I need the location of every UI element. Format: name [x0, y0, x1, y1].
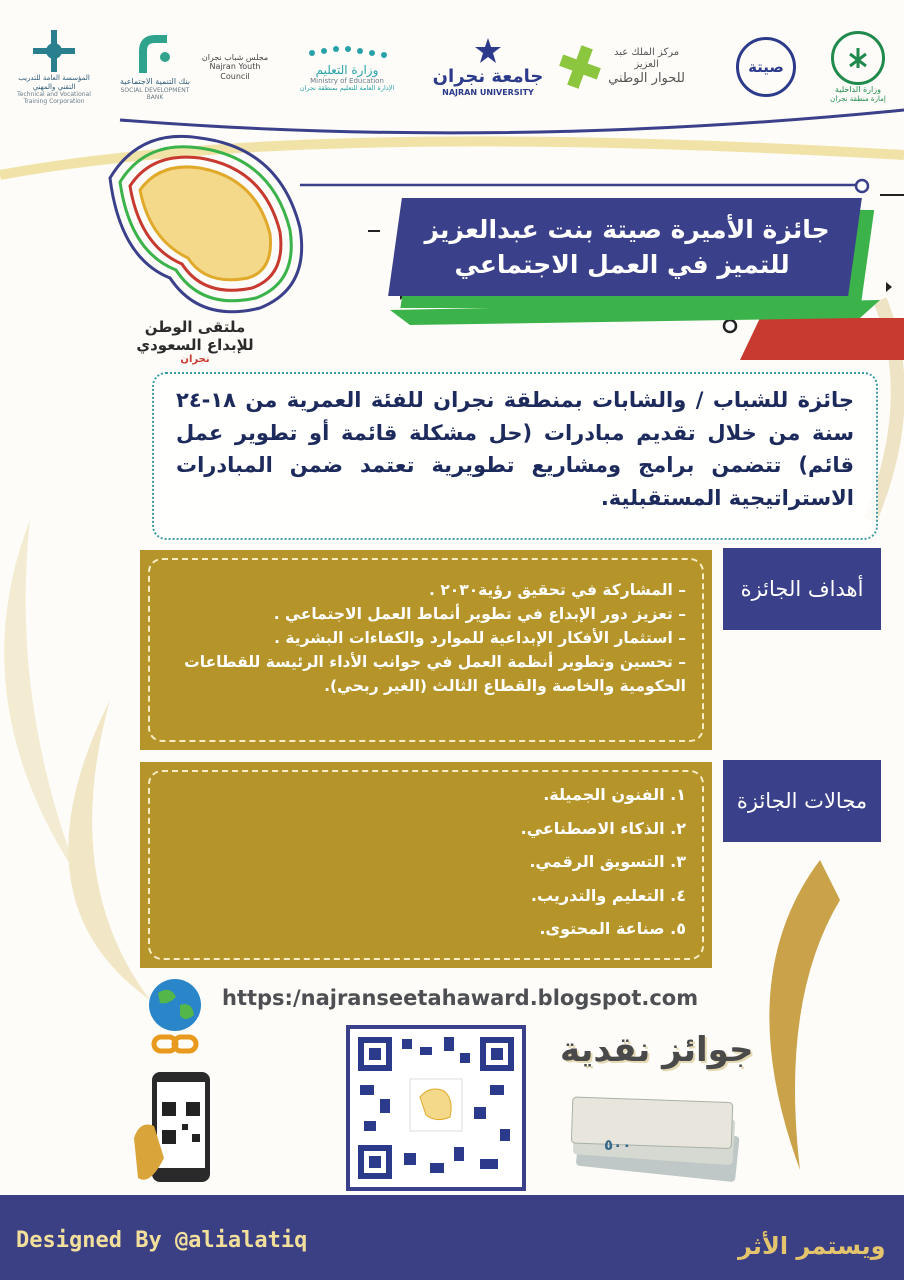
field-item: ٥. صناعة المحتوى.: [539, 919, 686, 939]
university-star-icon: [473, 36, 503, 66]
dialogue-cross-icon: [556, 42, 601, 92]
slogan-text: ويستمر الأثر: [738, 1232, 886, 1260]
moe-dots-icon: [302, 41, 392, 63]
phone-qr-icon: [130, 1068, 230, 1190]
goals-label: أهداف الجائزة: [723, 548, 881, 630]
palm-swords-icon: [831, 31, 885, 85]
field-item: ٣. التسويق الرقمي.: [529, 852, 686, 872]
banknote-value: ٥٠٠: [604, 1136, 632, 1154]
field-item: ١. الفنون الجميلة.: [543, 785, 686, 804]
goals-box: [140, 550, 712, 750]
ministry-of-interior-logo: وزارة الداخلية إمارة منطقة نجران: [818, 22, 898, 112]
qr-code[interactable]: [346, 1025, 526, 1191]
award-website-link[interactable]: https:/najranseetahaward.blogspot.com: [222, 986, 699, 1010]
banknotes-icon: [568, 1088, 748, 1184]
goal-item: – استثمار الأفكار الإبداعية للموارد والكفاءات البشرية .: [274, 629, 686, 648]
star-emblem-icon: [31, 28, 77, 74]
sdb-mark-icon: [137, 33, 173, 77]
field-item: ٢. الذكاء الاصطناعي.: [520, 818, 686, 838]
award-description: جائزة للشباب / والشابات بمنطقة نجران للفئة العمرية من ١٨-٢٤ سنة من خلال تقديم مبادرات (حل مشكلة قائمة أو تطوير عمل قائم) تتضمن برامج ومشاريع تطويرية تعتمد ضمن المبادرات الاستراتيجية المستقبلية.: [152, 372, 878, 540]
award-title-banner: جائزة الأميرة صيتة بنت عبدالعزيز للتميز في العمل الاجتماعي: [388, 198, 862, 296]
saudi-map-icon: [80, 118, 320, 328]
najran-university-logo: جامعة نجران NAJRAN UNIVERSITY: [428, 22, 548, 112]
national-dialogue-center-logo: مركز الملك عبد العزيز للحوار الوطني: [556, 22, 692, 112]
social-development-bank-logo: بنك التنمية الاجتماعية SOCIAL DEVELOPMENT BANK: [112, 22, 198, 112]
goal-item: – تعزيز دور الإبداع في تطوير أنماط العمل الاجتماعي .: [273, 605, 686, 624]
fields-box: [140, 762, 712, 968]
goal-item: – تحسين وتطوير أنظمة العمل في جوانب الأداء الرئيسة للقطاعات الحكومية والخاصة والقطاع الثالث (الغير ربحي).: [184, 653, 686, 696]
seeta-logo: صيتة: [734, 22, 798, 112]
designer-credit: Designed By @alialatiq: [16, 1228, 308, 1253]
najran-youth-council-logo: مجلس شباب نجران Najran Youth Council: [201, 52, 269, 81]
ministry-of-education-logo: وزارة التعليم Ministry of Education الإدارة العامة للتعليم بمنطقة نجران: [282, 22, 412, 112]
forum-logo-text: ملتقى الوطن للإبداع السعودي نجران: [136, 318, 254, 365]
fields-label: مجالات الجائزة: [723, 760, 881, 842]
field-item: ٤. التعليم والتدريب.: [530, 885, 686, 905]
goal-item: – المشاركة في تحقيق رؤية٢٠٣٠ .: [429, 581, 686, 599]
globe-link-icon: [140, 975, 210, 1063]
qr-pattern-icon: [350, 1029, 522, 1187]
cash-prizes-title: جوائز نقدية: [560, 1030, 754, 1070]
technical-training-logo: المؤسسة العامة للتدريب التقني والمهني Technical and Vocational Training Corporation: [14, 22, 94, 112]
